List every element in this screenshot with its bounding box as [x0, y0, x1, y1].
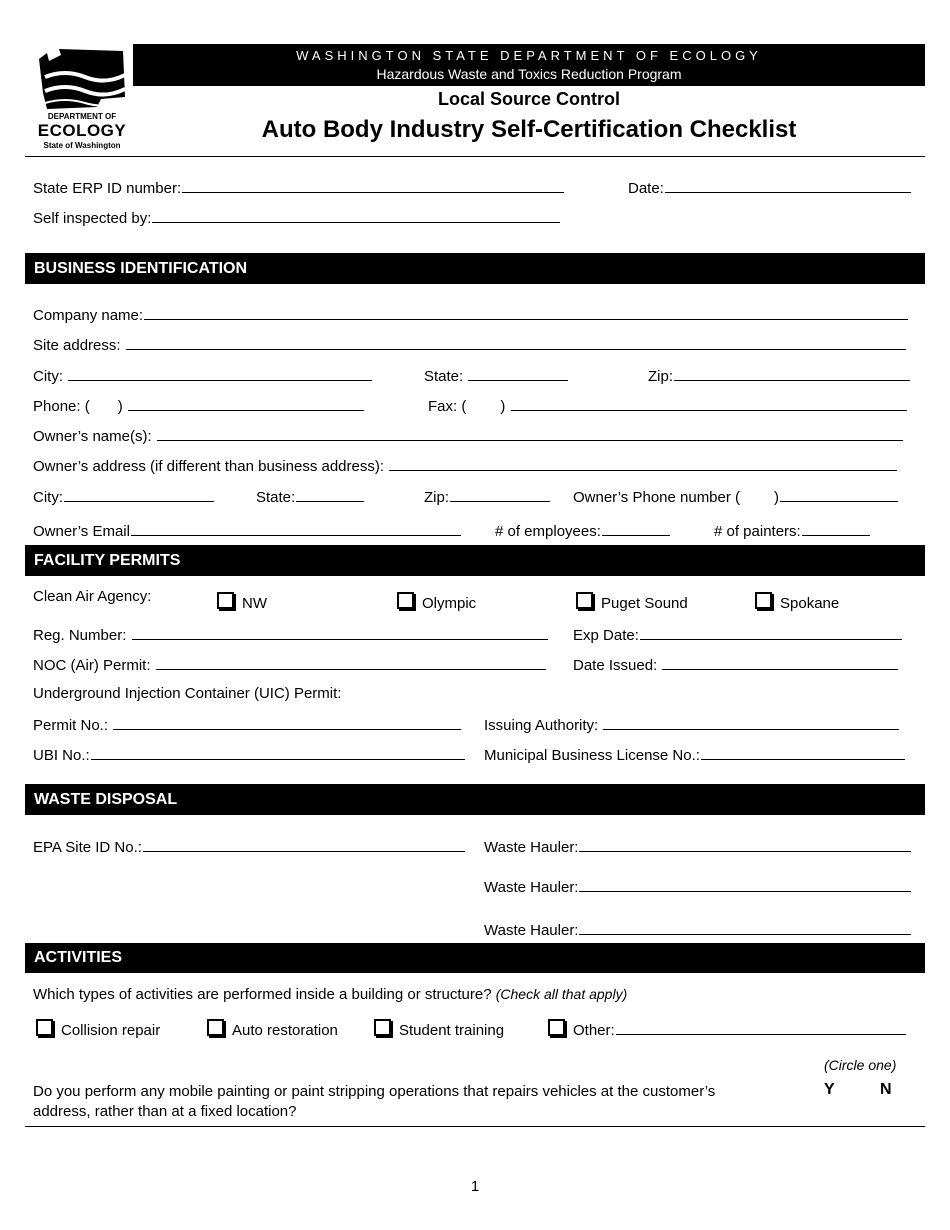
epa-site-id-label: EPA Site ID No.: [33, 839, 142, 856]
waste-hauler-field-1[interactable] [484, 837, 911, 857]
logo-state-of-washington: State of Washington [43, 141, 121, 150]
erp-id-field[interactable] [33, 178, 564, 198]
state-input-line[interactable] [468, 366, 568, 381]
agency-option-spokane[interactable] [755, 592, 839, 612]
epa-site-id-field[interactable] [33, 837, 465, 857]
owner-names-input-line[interactable] [157, 426, 903, 441]
subtitle: Local Source Control [437, 89, 621, 109]
owner-email-label: Owner’s Email [33, 523, 130, 540]
exp-date-label: Exp Date: [573, 627, 639, 644]
agency-banner [133, 44, 925, 86]
owner-address-input-line[interactable] [389, 456, 897, 471]
ecology-logo [32, 44, 132, 152]
date-field[interactable] [628, 178, 911, 198]
municipal-license-field[interactable] [484, 745, 905, 765]
agency-option-olympic[interactable] [397, 592, 476, 612]
waste-hauler-label-2: Waste Hauler: [484, 879, 579, 896]
issuing-authority-input-line[interactable] [603, 715, 899, 730]
site-address-label: Site address: [33, 337, 121, 354]
owner-zip-label: Zip: [424, 489, 450, 506]
zip-field[interactable] [648, 366, 910, 386]
exp-date-input-line[interactable] [640, 625, 902, 640]
washington-state-map-icon [35, 47, 127, 115]
employees-input-line[interactable] [602, 521, 670, 536]
municipal-license-label: Municipal Business License No.: [484, 747, 700, 764]
answer-yes[interactable]: Y [824, 1081, 835, 1098]
fax-field[interactable] [428, 396, 907, 416]
collision-repair-label: Collision repair [61, 1022, 161, 1039]
company-name-field[interactable] [33, 305, 908, 325]
zip-label: Zip: [648, 368, 674, 385]
phone-label: Phone: ( [33, 398, 90, 415]
owner-names-field[interactable] [33, 426, 903, 446]
activities-heading: ACTIVITIES [25, 943, 925, 973]
nw-label: NW [242, 595, 267, 612]
owner-email-input-line[interactable] [131, 521, 461, 536]
activities-question [33, 985, 627, 1004]
self-inspected-field[interactable] [33, 208, 560, 228]
circle-one-note: (Circle one) [824, 1057, 897, 1073]
date-label: Date: [628, 180, 664, 197]
owner-zip-input-line[interactable] [450, 487, 550, 502]
erp-id-input-line[interactable] [182, 178, 564, 193]
owner-address-label: Owner’s address (if different than business address): [33, 458, 385, 475]
owner-state-field[interactable] [256, 487, 364, 507]
city-input-line[interactable] [68, 366, 372, 381]
owner-names-label: Owner’s name(s): [33, 428, 152, 445]
mobile-painting-question-line2: address, rather than at a fixed location? [33, 1103, 297, 1120]
logo-ecology: ECOLOGY [37, 121, 127, 140]
erp-id-label: State ERP ID number: [33, 180, 182, 197]
facility-permits-heading: FACILITY PERMITS [25, 545, 925, 576]
fax-input-line[interactable] [511, 396, 907, 411]
activities-question-note: (Check all that apply) [495, 986, 628, 1002]
owner-phone-close-paren: ) [774, 489, 780, 506]
date-issued-label: Date Issued: [573, 657, 658, 674]
other-label: Other: [573, 1022, 615, 1039]
ubi-no-input-line[interactable] [91, 745, 465, 760]
page-title: Auto Body Industry Self-Certification Checklist [261, 116, 797, 143]
company-name-label: Company name: [33, 307, 144, 324]
answer-no[interactable]: N [880, 1081, 892, 1098]
owner-email-field[interactable] [33, 521, 461, 541]
noc-permit-input-line[interactable] [156, 655, 546, 670]
olympic-checkbox[interactable] [397, 592, 414, 609]
waste-hauler-label-3: Waste Hauler: [484, 922, 579, 939]
owner-city-input-line[interactable] [64, 487, 214, 502]
fax-label: Fax: ( [428, 398, 467, 415]
permit-no-label: Permit No.: [33, 717, 109, 734]
employees-field[interactable] [495, 521, 670, 541]
activity-option-other[interactable] [548, 1019, 906, 1039]
auto-restoration-label: Auto restoration [232, 1022, 338, 1039]
waste-hauler-field-3[interactable] [484, 920, 911, 940]
olympic-label: Olympic [422, 595, 477, 612]
owner-address-field[interactable] [33, 456, 897, 476]
mobile-painting-question [33, 1082, 715, 1122]
employees-label: # of employees: [495, 523, 601, 540]
date-input-line[interactable] [665, 178, 911, 193]
exp-date-field[interactable] [573, 625, 902, 645]
spokane-checkbox[interactable] [755, 592, 772, 609]
owner-state-label: State: [256, 489, 296, 506]
mobile-painting-question-line1: Do you perform any mobile painting or paint stripping operations that repairs vehicles at the customer’s [33, 1083, 716, 1100]
site-address-input-line[interactable] [126, 335, 906, 350]
student-training-checkbox[interactable] [374, 1019, 391, 1036]
ubi-no-label: UBI No.: [33, 747, 90, 764]
painters-input-line[interactable] [802, 521, 870, 536]
reg-number-label: Reg. Number: [33, 627, 127, 644]
owner-phone-input-line[interactable] [780, 487, 898, 502]
clean-air-agency-label: Clean Air Agency: [33, 588, 152, 605]
nw-checkbox[interactable] [217, 592, 234, 609]
state-field[interactable] [424, 366, 568, 386]
logo-department-of: DEPARTMENT OF [47, 112, 117, 121]
agency-line: WASHINGTON STATE DEPARTMENT OF ECOLOGY [296, 48, 762, 63]
owner-phone-field[interactable] [573, 487, 898, 507]
bottom-rule [25, 1126, 925, 1127]
city-label: City: [33, 368, 63, 385]
other-checkbox[interactable] [548, 1019, 565, 1036]
city-field[interactable] [33, 366, 372, 386]
phone-close-paren: ) [117, 398, 123, 415]
owner-state-input-line[interactable] [296, 487, 364, 502]
phone-input-line[interactable] [128, 396, 364, 411]
waste-hauler-input-line-2[interactable] [579, 877, 911, 892]
permit-no-input-line[interactable] [113, 715, 461, 730]
program-line: Hazardous Waste and Toxics Reduction Program [376, 66, 682, 82]
waste-disposal-heading: WASTE DISPOSAL [25, 784, 925, 815]
waste-hauler-input-line-1[interactable] [579, 837, 911, 852]
collision-repair-checkbox[interactable] [36, 1019, 53, 1036]
uic-permit-label: Underground Injection Container (UIC) Permit: [33, 685, 342, 702]
puget-sound-checkbox[interactable] [576, 592, 593, 609]
fax-close-paren: ) [500, 398, 506, 415]
date-issued-input-line[interactable] [662, 655, 898, 670]
agency-option-nw[interactable] [217, 592, 267, 612]
puget-sound-label: Puget Sound [601, 595, 688, 612]
noc-permit-field[interactable] [33, 655, 546, 675]
owner-city-label: City: [33, 489, 63, 506]
waste-hauler-label-1: Waste Hauler: [484, 839, 579, 856]
self-inspected-label: Self inspected by: [33, 210, 152, 227]
student-training-label: Student training [399, 1022, 505, 1039]
company-name-input-line[interactable] [144, 305, 908, 320]
zip-input-line[interactable] [674, 366, 910, 381]
epa-site-id-input-line[interactable] [143, 837, 465, 852]
activity-option-collision-repair[interactable] [36, 1019, 160, 1039]
owner-zip-field[interactable] [424, 487, 550, 507]
owner-city-field[interactable] [33, 487, 214, 507]
noc-permit-label: NOC (Air) Permit: [33, 657, 151, 674]
agency-option-puget-sound[interactable] [576, 592, 688, 612]
state-label: State: [424, 368, 464, 385]
business-identification-heading: BUSINESS IDENTIFICATION [25, 253, 925, 284]
issuing-authority-label: Issuing Authority: [484, 717, 599, 734]
reg-number-field[interactable] [33, 625, 548, 645]
permit-no-field[interactable] [33, 715, 461, 735]
issuing-authority-field[interactable] [484, 715, 899, 735]
spokane-label: Spokane [780, 595, 840, 612]
reg-number-input-line[interactable] [132, 625, 548, 640]
activity-option-auto-restoration[interactable] [207, 1019, 338, 1039]
activity-option-student-training[interactable] [374, 1019, 504, 1039]
date-issued-field[interactable] [573, 655, 898, 675]
activities-question-text: Which types of activities are performed inside a building or structure? [33, 986, 492, 1003]
ubi-no-field[interactable] [33, 745, 465, 765]
header-rule [25, 156, 925, 157]
site-address-field[interactable] [33, 335, 906, 355]
phone-field[interactable] [33, 396, 364, 416]
owner-phone-label: Owner’s Phone number ( [573, 489, 741, 506]
waste-hauler-field-2[interactable] [484, 877, 911, 897]
waste-hauler-input-line-3[interactable] [579, 920, 911, 935]
page-number: 1 [470, 1178, 480, 1195]
self-inspected-input-line[interactable] [152, 208, 560, 223]
painters-field[interactable] [714, 521, 870, 541]
other-input-line[interactable] [616, 1020, 906, 1035]
auto-restoration-checkbox[interactable] [207, 1019, 224, 1036]
municipal-license-input-line[interactable] [701, 745, 905, 760]
painters-label: # of painters: [714, 523, 801, 540]
